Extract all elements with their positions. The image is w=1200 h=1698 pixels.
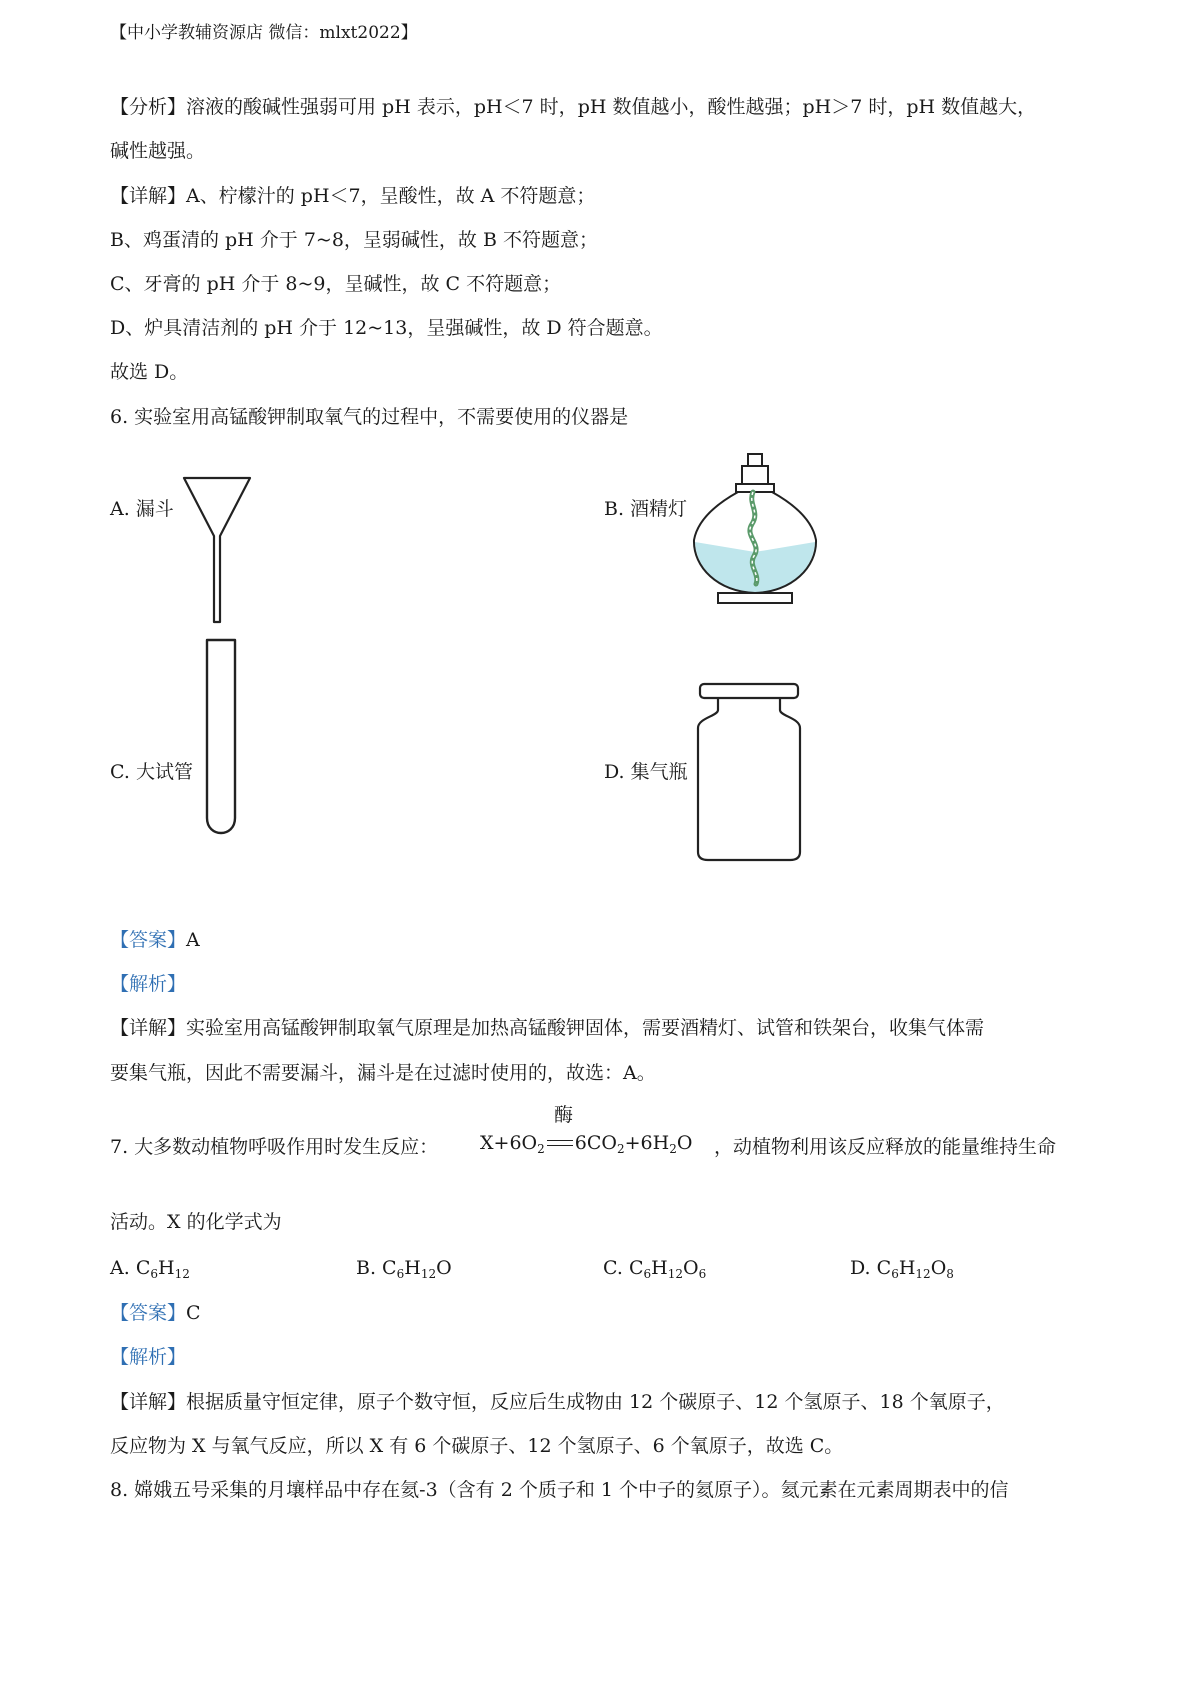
chemical-equation: $X+6O_2$ $6CO_2+6H_2O$: [480, 1132, 693, 1156]
test-tube-icon: [203, 638, 239, 838]
q7-answer: [110, 1298, 201, 1328]
q6-option-a: A. 漏斗: [110, 498, 174, 520]
q6-option-d: D. 集气瓶: [604, 761, 688, 783]
answer-value: C: [186, 1302, 201, 1324]
q5-detail-b: B、鸡蛋清的 pH 介于 7~8，呈弱碱性，故 B 不符题意；: [110, 229, 598, 251]
q8-question: 8. 嫦娥五号采集的月壤样品中存在氦-3（含有 2 个质子和 1 个中子的氦原子）。氦元素在元素周期表中的信: [110, 1479, 1009, 1501]
detail-text: 根据质量守恒定律，原子个数守恒，反应后生成物由 12 个碳原子、12 个氢原子、18 个氧原子，: [186, 1391, 1005, 1413]
answer-tag: 【答案】: [110, 1302, 187, 1324]
q7-analysis-tag: 【解析】: [110, 1346, 187, 1368]
q7-detail-line-2: 反应物为 X 与氧气反应，所以 X 有 6 个碳原子、12 个氢原子、6 个氧原子，故选 C。: [110, 1435, 844, 1457]
q6-detail-line-2: 要集气瓶，因此不需要漏斗，漏斗是在过滤时使用的，故选：A。: [110, 1062, 656, 1084]
q5-choose: 故选 D。: [110, 361, 189, 383]
q7-detail-line-1: [110, 1387, 1005, 1417]
q5-detail-c: C、牙膏的 pH 介于 8~9，呈碱性，故 C 不符题意；: [110, 273, 562, 295]
q5-detail-d: D、炉具清洁剂的 pH 介于 12~13，呈强碱性，故 D 符合题意。: [110, 317, 663, 339]
detail-tag: 【详解】: [110, 1017, 187, 1039]
q6-detail-line-1: [110, 1013, 984, 1043]
q6-option-b: B. 酒精灯: [604, 498, 688, 520]
analysis-text: 溶液的酸碱性强弱可用 pH 表示，pH＜7 时，pH 数值越小，酸性越强；pH＞7 时，pH 数值越大，: [186, 96, 1037, 118]
q7-option-b: B. $C_6H_{12}O$: [356, 1257, 452, 1281]
q7-question-prefix: 7. 大多数动植物呼吸作用时发生反应：: [110, 1136, 439, 1158]
q7-question-line-2: 活动。X 的化学式为: [110, 1211, 282, 1233]
q6-analysis-tag: 【解析】: [110, 973, 187, 995]
answer-tag: 【答案】: [110, 929, 187, 951]
answer-value: A: [186, 929, 200, 951]
q6-option-c: C. 大试管: [110, 761, 193, 783]
detail-tag: 【详解】: [110, 1391, 187, 1413]
q7-option-d: D. $C_6H_{12}O_8$: [850, 1257, 954, 1281]
alcohol-lamp-icon: [690, 452, 820, 612]
analysis-tag: 【分析】: [110, 96, 187, 118]
detail-text: A、柠檬汁的 pH＜7，呈酸性，故 A 不符题意；: [186, 185, 596, 207]
detail-tag: 【详解】: [110, 185, 187, 207]
catalyst-label: 酶: [554, 1104, 574, 1126]
q5-analysis-line-2: 碱性越强。: [110, 140, 206, 162]
q5-detail-a: [110, 181, 595, 211]
q6-answer: [110, 925, 200, 955]
detail-text: 实验室用高锰酸钾制取氧气原理是加热高锰酸钾固体，需要酒精灯、试管和铁架台，收集气体需: [186, 1017, 985, 1039]
gas-bottle-icon: [694, 682, 804, 862]
page-header: 【中小学教辅资源店 微信：mlxt2022】: [110, 23, 418, 43]
q7-option-a: A. $C_6H_{12}$: [110, 1257, 190, 1281]
funnel-icon: [182, 476, 252, 626]
q7-option-c: C. $C_6H_{12}O_6$: [603, 1257, 707, 1281]
q6-question: 6. 实验室用高锰酸钾制取氧气的过程中，不需要使用的仪器是: [110, 406, 629, 428]
q7-question-suffix: ，动植物利用该反应释放的能量维持生命: [714, 1136, 1057, 1158]
q5-analysis-line-1: [110, 92, 1036, 122]
